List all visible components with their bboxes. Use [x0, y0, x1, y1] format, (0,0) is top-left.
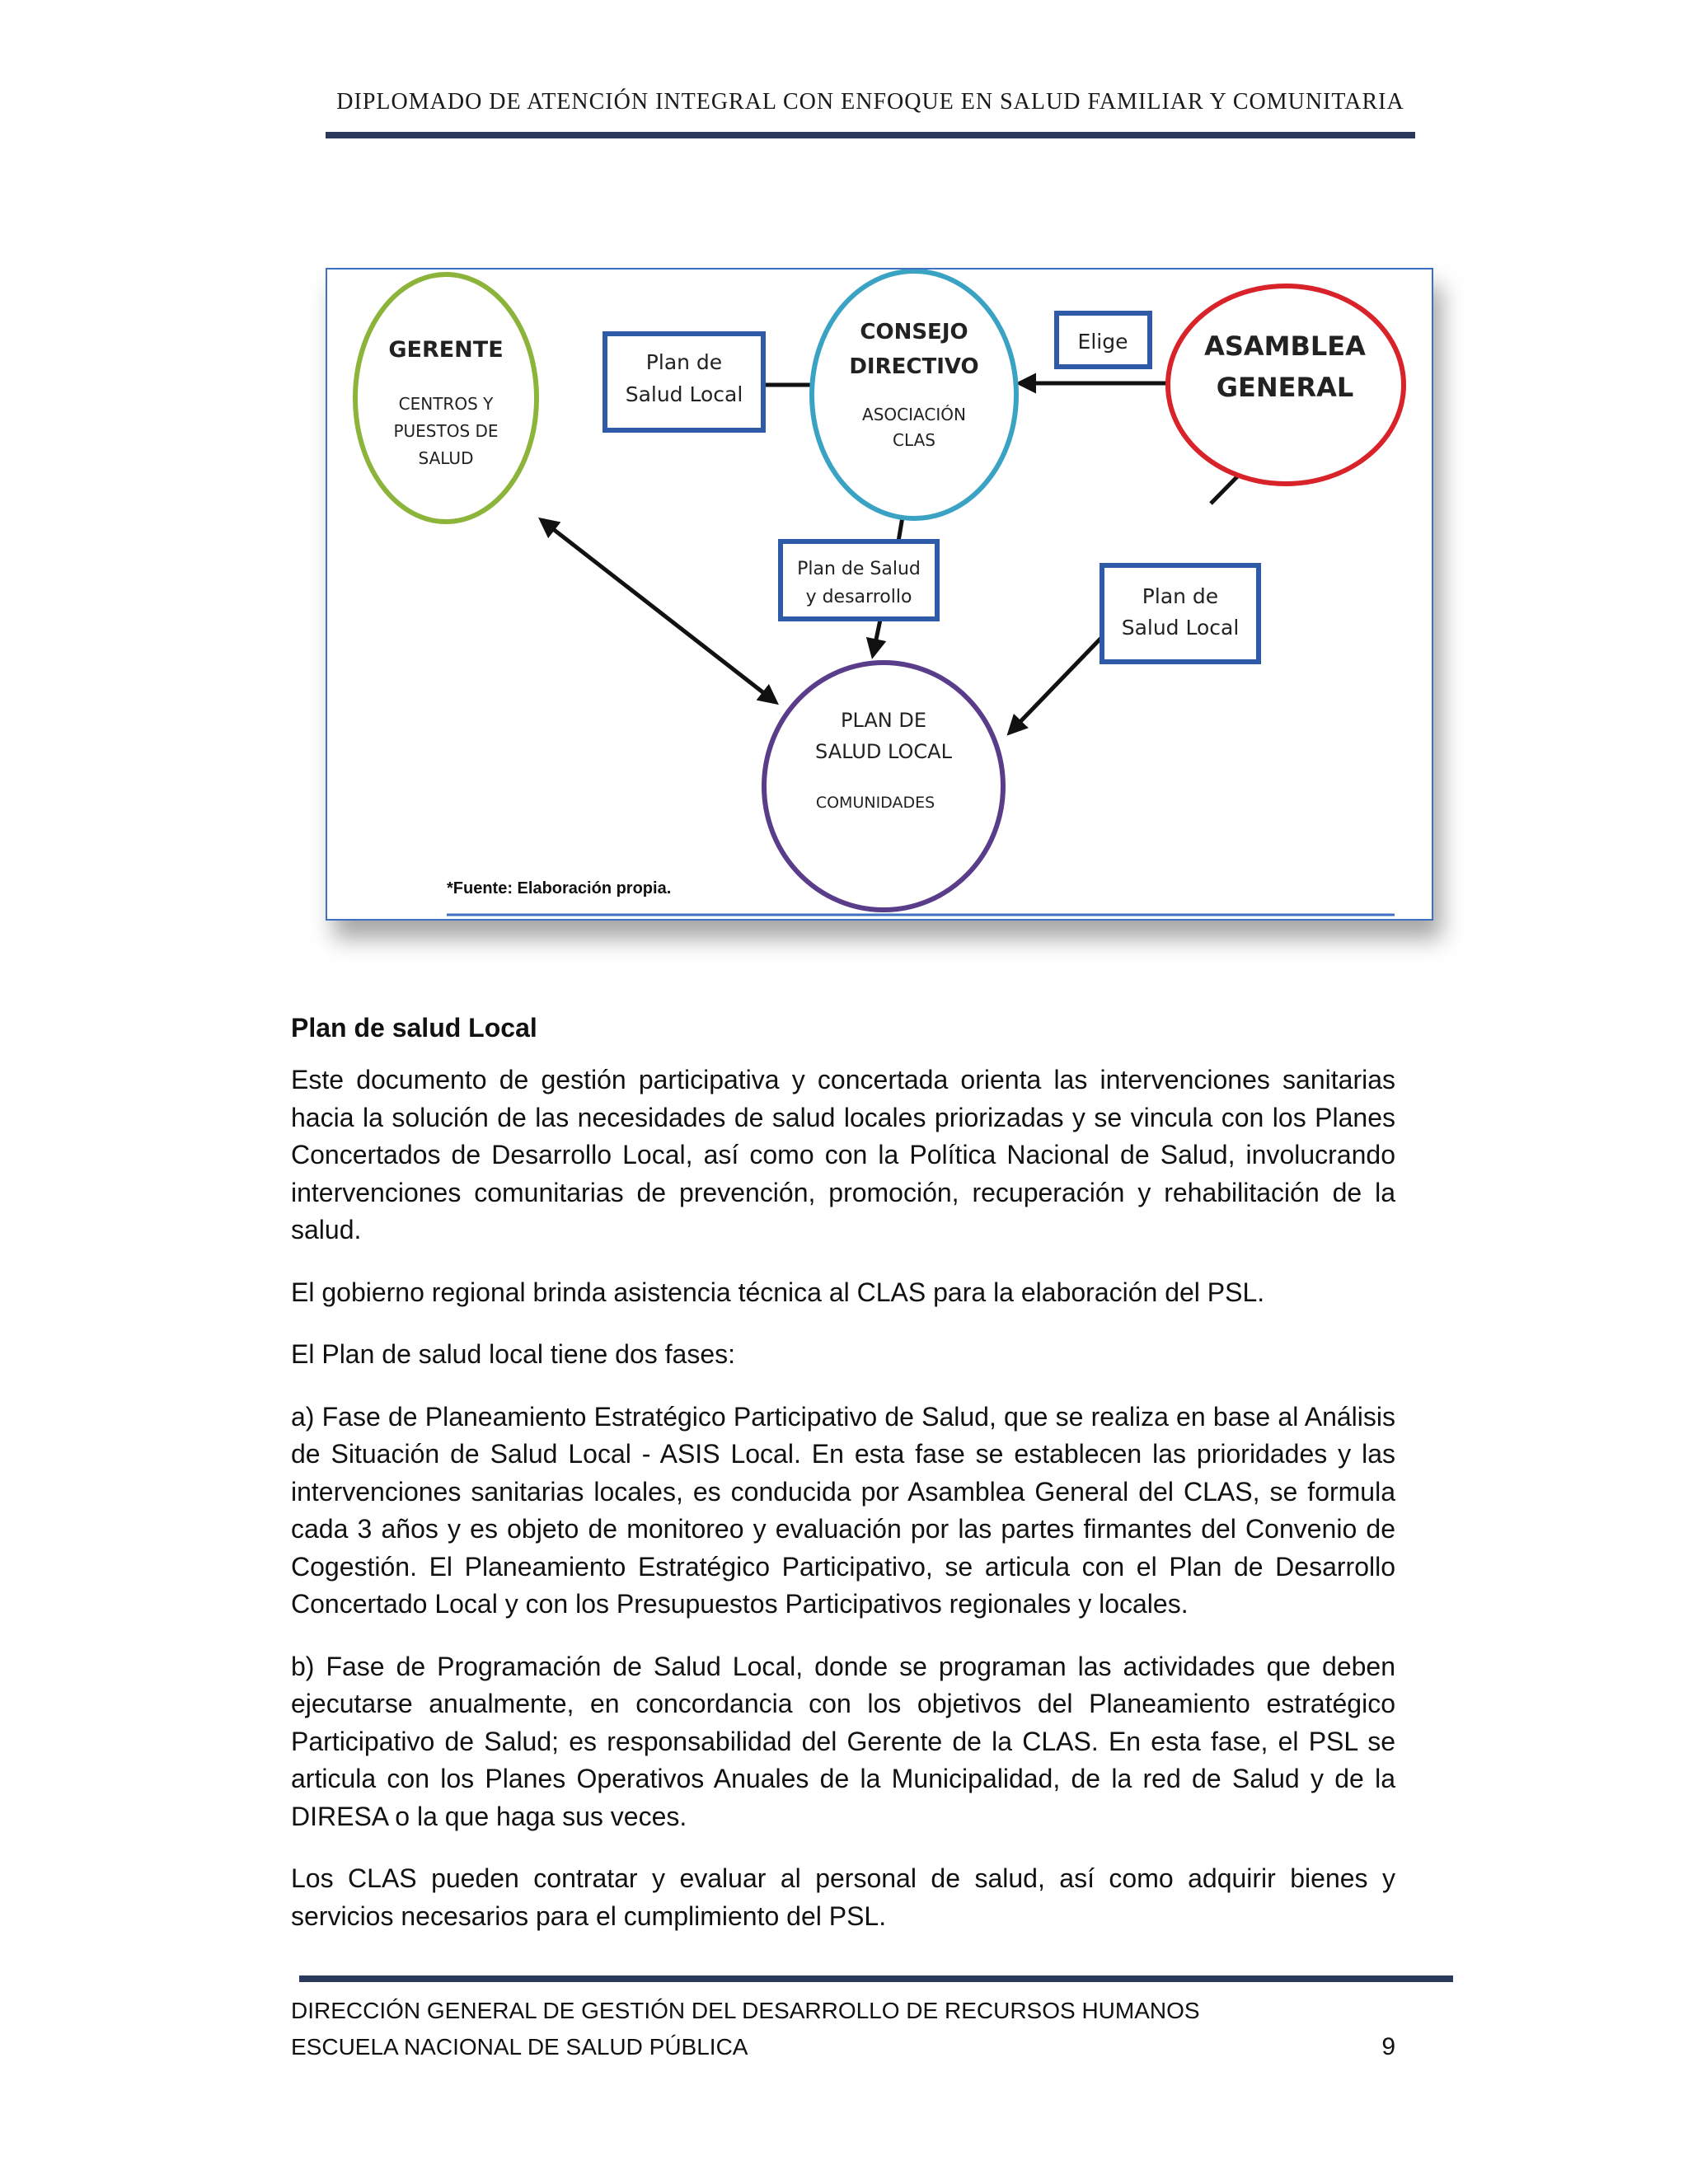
- gerente-sub2: PUESTOS DE: [393, 421, 499, 441]
- paragraph-clas-contratar: Los CLAS pueden contratar y evaluar al personal de salud, así como adquirir bienes y servicios necesarios para el cumplimiento del PSL.: [291, 1863, 1395, 1931]
- gerente-title: GERENTE: [388, 337, 504, 363]
- paragraph-fase-b: b) Fase de Programación de Salud Local, donde se programan las actividades que deben ejecutarse anualmente, en concordancia con los objetivos del Planeamiento estratégico Participativo de Salud; es responsabilidad del Gerente de la CLAS. En esta fase, el PSL se articula con los Planes Operativos Anuales de la Municipalidad, de la red de Salud y de la DIRESA o la que haga sus veces.: [291, 1651, 1395, 1831]
- section-heading: Plan de salud Local: [291, 1013, 537, 1043]
- footer-line-1: DIRECCIÓN GENERAL DE GESTIÓN DEL DESARROLLO DE RECURSOS HUMANOS: [291, 1998, 1200, 2023]
- plan-title1: PLAN DE: [840, 709, 927, 732]
- consejo-sub1: ASOCIACIÓN: [862, 405, 966, 424]
- arrow-plan-box-to-plan: [1010, 637, 1102, 733]
- main-content: [291, 1010, 1395, 1960]
- gerente-sub1: CENTROS Y: [398, 394, 494, 414]
- consejo-title2: DIRECTIVO: [849, 354, 979, 379]
- paragraph-fase-a: a) Fase de Planeamiento Estratégico Participativo de Salud, que se realiza en base al Análisis de Situación de Salud Local - ASIS Local. En esta fase se establecen las prioridades y las intervenciones sanitarias locales, es conducida por Asamblea General del CLAS, se formula cada 3 años y es objeto de monitoreo y evaluación por las partes firmantes del Convenio de Cogestión. El Planeamiento Estratégico Participativo, se articula con el Plan de Desarrollo Concertado Local y con los Presupuestos Participativos regionales y locales.: [291, 1401, 1395, 1619]
- arrow-gerente-plan-bidirectional: [542, 520, 776, 702]
- plan-salud-local-ellipse: [764, 663, 1003, 910]
- asamblea-title1: ASAMBLEA: [1204, 330, 1366, 362]
- consejo-ellipse: [812, 271, 1016, 518]
- clas-organization-diagram: [326, 268, 1433, 921]
- gerente-sub3: SALUD: [418, 448, 474, 468]
- box-desarrollo-line2: y desarrollo: [805, 587, 912, 607]
- diagram-canvas: [327, 269, 1432, 919]
- box-top-line2: Salud Local: [625, 382, 743, 406]
- header-rule: [326, 132, 1415, 138]
- consejo-sub2: CLAS: [893, 430, 935, 450]
- connector-consejo-to-desarrollo-box: [898, 517, 903, 541]
- consejo-title1: CONSEJO: [860, 320, 968, 344]
- paragraph-intro: Este documento de gestión participativa y concertada orienta las intervenciones sanitarias hacia la solución de las necesidades de salud locales priorizadas y se vincula con los Planes Concertados de Desarrollo Local, así como con la Política Nacional de Salud, involucrando intervenciones comunitarias de prevención, promoción, recuperación y rehabilitación de la salud.: [291, 1065, 1395, 1244]
- box-plan-salud-local-right: [1102, 565, 1259, 662]
- asamblea-title2: GENERAL: [1216, 372, 1354, 403]
- page-header: DIPLOMADO DE ATENCIÓN INTEGRAL CON ENFOQUE EN SALUD FAMILIAR Y COMUNITARIA: [336, 89, 1404, 115]
- box-desarrollo-line1: Plan de Salud: [797, 559, 921, 579]
- box-elige-label: Elige: [1077, 330, 1128, 354]
- figure-source-note: *Fuente: Elaboración propia.: [447, 879, 672, 898]
- footer-rule: [299, 1975, 1453, 1982]
- plan-title2: SALUD LOCAL: [815, 740, 952, 763]
- page-footer: [291, 1993, 1395, 2065]
- box-right-line2: Salud Local: [1121, 616, 1240, 640]
- footer-line-2: ESCUELA NACIONAL DE SALUD PÚBLICA: [291, 2034, 748, 2060]
- arrow-desarrollo-to-plan: [873, 620, 880, 655]
- box-right-line1: Plan de: [1142, 584, 1219, 608]
- paragraph-dos-fases: El Plan de salud local tiene dos fases:: [291, 1339, 735, 1369]
- paragraph-gobierno-regional: El gobierno regional brinda asistencia técnica al CLAS para la elaboración del PSL.: [291, 1277, 1265, 1307]
- page-number: 9: [1381, 2033, 1395, 2060]
- box-top-line1: Plan de: [645, 350, 723, 374]
- plan-sub: COMUNIDADES: [815, 794, 935, 812]
